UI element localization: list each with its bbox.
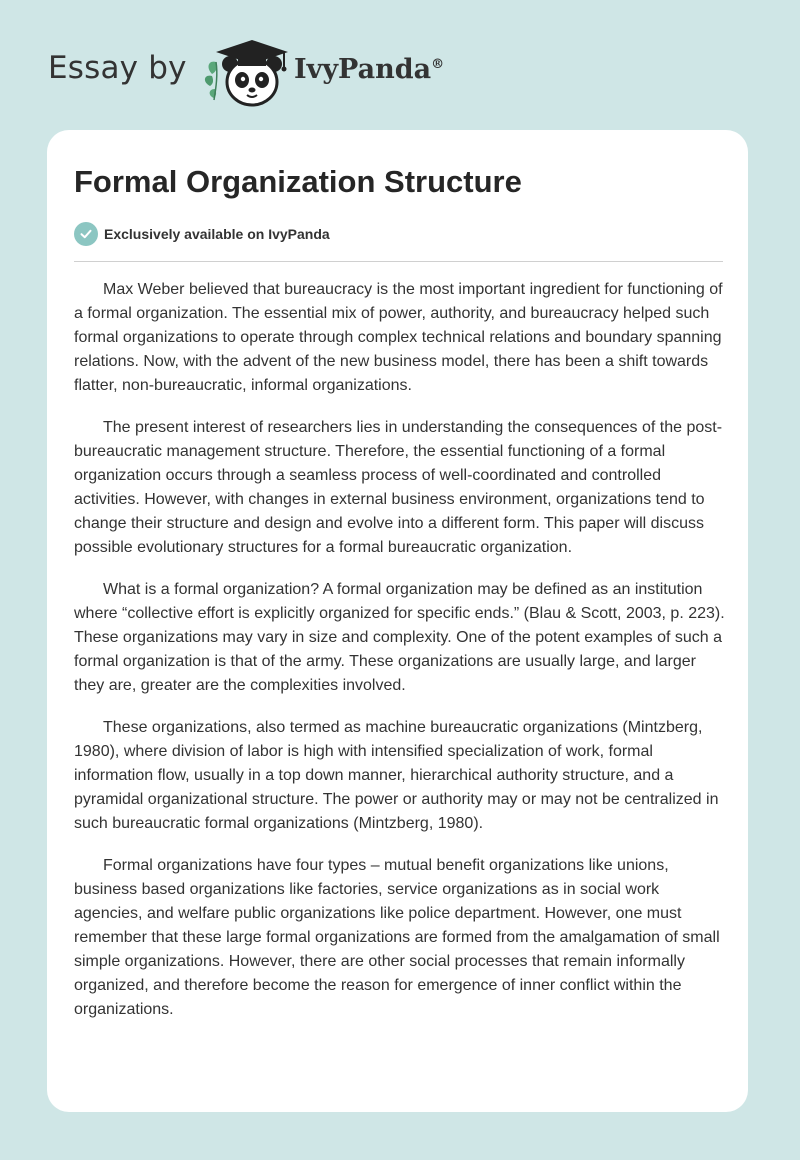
paragraph: Formal organizations have four types – mutual benefit organizations like unions, business based organizations like factories, service organizations as in social work agencies, and welfare public organizations like police department. However, one must remember that these large formal organizations are formed from the amalgamation of small simple organizations. However, there are other social processes that remain informally organized, and therefore become the reason for emergence of inner conflict within the organizations.	[74, 857, 720, 1018]
paragraph: Max Weber believed that bureaucracy is the most important ingredient for functioning of a formal organization. The essential mix of power, authority, and bureaucracy helped such formal organizations to operate through complex technical relations and boundary spanning relations. Now, with the advent of the new business model, there has been a shift towards flatter, non-bureaucratic, informal organizations.	[74, 281, 723, 394]
site-header	[48, 30, 548, 110]
essay-by-label: Essay by	[48, 50, 187, 86]
brand-name[interactable]: IvyPanda®	[294, 54, 445, 85]
page-title: Formal Organization Structure	[74, 164, 522, 199]
essay-card	[47, 130, 748, 1112]
badge-text: Exclusively available on IvyPanda	[104, 226, 330, 242]
exclusive-badge	[74, 222, 330, 246]
paragraph: These organizations, also termed as machine bureaucratic organizations (Mintzberg, 1980), where division of labor is high with intensified specialization of work, formal information flow, usually in a top down manner, hierarchical authority structure, and a pyramidal organizational structure. The power or authority may or may not be centralized in such bureaucratic formal organizations (Mintzberg, 1980).	[74, 719, 719, 832]
divider	[74, 261, 723, 262]
essay-body	[74, 278, 726, 1040]
paragraph: What is a formal organization? A formal organization may be defined as an institution where “collective effort is explicitly organized for specific ends.” (Blau & Scott, 2003, p. 223). These organizations may vary in size and complexity. One of the potent examples of such a formal organization is that of the army. These organizations are usually large, and larger they are, greater are the complexities involved.	[74, 581, 725, 694]
paragraph: The present interest of researchers lies in understanding the consequences of the post-bureaucratic management structure. Therefore, the essential functioning of a formal organization occurs through a seamless process of well-coordinated and controlled activities. However, with changes in external business environment, organizations tend to change their structure and design and evolve into a different form. This paper will discuss possible evolutionary structures for a formal bureaucratic organization.	[74, 419, 723, 556]
panda-graduate-logo-icon[interactable]	[202, 34, 294, 108]
check-icon	[74, 222, 98, 246]
registered-mark: ®	[431, 57, 445, 72]
